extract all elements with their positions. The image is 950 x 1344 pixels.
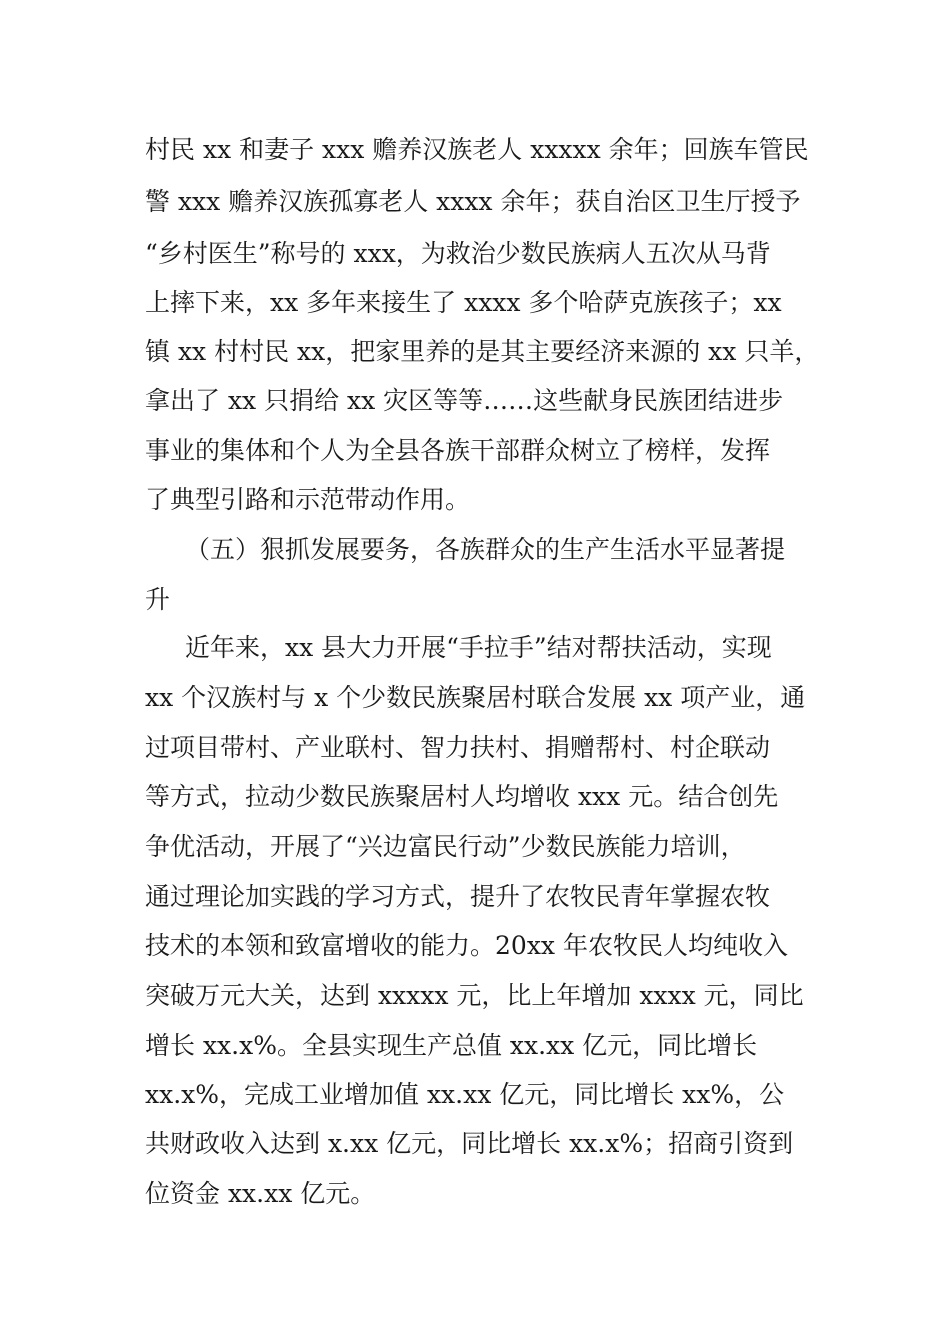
- section-heading-continuation: 升: [145, 585, 171, 614]
- paragraph-line: 近年来，xx 县大力开展“手拉手”结对帮扶活动，实现: [185, 633, 772, 662]
- paragraph-line: 上摔下来，xx 多年来接生了 xxxx 多个哈萨克族孩子；xx: [145, 288, 782, 317]
- paragraph-line: 争优活动，开展了“兴边富民行动”少数民族能力培训，: [145, 832, 746, 861]
- paragraph-line: 事业的集体和个人为全县各族干部群众树立了榜样，发挥: [145, 436, 771, 465]
- paragraph-line: 村民 xx 和妻子 xxx 赡养汉族老人 xxxxx 余年；回族车管民: [145, 135, 809, 164]
- paragraph-line: 了典型引路和示范带动作用。: [145, 485, 471, 514]
- paragraph-line: 突破万元大关，达到 xxxxx 元，比上年增加 xxxx 元，同比: [145, 981, 804, 1010]
- paragraph-line: 技术的本领和致富增收的能力。20xx 年农牧民人均纯收入: [145, 931, 788, 960]
- paragraph-line: 警 xxx 赡养汉族孤寡老人 xxxx 余年；获自治区卫生厅授予: [145, 187, 801, 216]
- paragraph-line: 增长 xx.x%。全县实现生产总值 xx.xx 亿元，同比增长: [145, 1031, 758, 1060]
- paragraph-line: 过项目带村、产业联村、智力扶村、捐赠帮村、村企联动: [145, 733, 771, 762]
- paragraph-line: 共财政收入达到 x.xx 亿元，同比增长 xx.x%；招商引资到: [145, 1129, 794, 1158]
- paragraph-line: 等方式，拉动少数民族聚居村人均增收 xxx 元。结合创先: [145, 782, 779, 811]
- paragraph-line: “乡村医生”称号的 xxx，为救治少数民族病人五次从马背: [145, 239, 771, 268]
- paragraph-line: xx 个汉族村与 x 个少数民族聚居村联合发展 xx 项产业，通: [145, 683, 806, 712]
- paragraph-line: 拿出了 xx 只捐给 xx 灾区等等……这些献身民族团结进步: [145, 386, 784, 415]
- paragraph-line: 镇 xx 村村民 xx，把家里养的是其主要经济来源的 xx 只羊，: [145, 337, 820, 366]
- paragraph-line: xx.x%，完成工业增加值 xx.xx 亿元，同比增长 xx%，公: [145, 1080, 785, 1109]
- section-heading: （五）狠抓发展要务，各族群众的生产生活水平显著提: [185, 535, 786, 564]
- paragraph-line: 通过理论加实践的学习方式，提升了农牧民青年掌握农牧: [145, 882, 771, 911]
- paragraph-line: 位资金 xx.xx 亿元。: [145, 1179, 376, 1208]
